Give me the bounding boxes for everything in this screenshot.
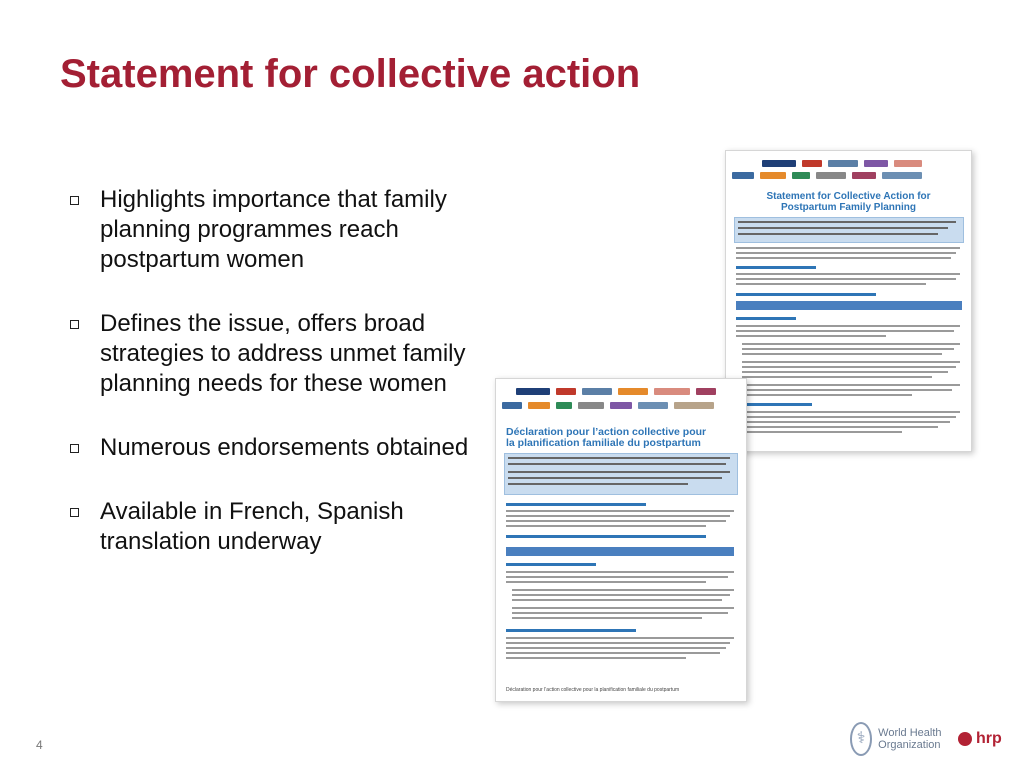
text-line	[506, 637, 734, 639]
page-number: 4	[36, 738, 43, 752]
text-line	[506, 581, 706, 583]
partner-logo-icon	[556, 388, 576, 395]
who-logo-text: World Health Organization	[878, 727, 942, 751]
partner-logo-icon	[696, 388, 716, 395]
text-line	[736, 335, 886, 337]
partner-logo-icon	[852, 172, 876, 179]
text-line	[742, 384, 960, 386]
partner-logos-strip	[502, 384, 740, 410]
who-logo-icon	[582, 388, 612, 395]
section-heading	[736, 293, 876, 296]
partner-logo-icon	[732, 172, 754, 179]
section-heading	[506, 503, 646, 506]
continuum-arrow	[506, 547, 734, 556]
partner-logo-icon	[654, 388, 690, 395]
section-heading	[506, 629, 636, 632]
text-line	[508, 463, 726, 465]
bullet-item	[68, 185, 498, 275]
section-heading	[742, 403, 812, 406]
text-line	[738, 233, 938, 235]
summary-box	[504, 453, 738, 495]
text-line	[742, 426, 938, 428]
english-statement-title: Statement for Collective Action for Postpartum Family Planning	[766, 191, 931, 213]
partner-logo-icon	[864, 160, 888, 167]
text-line	[742, 416, 956, 418]
text-line	[506, 647, 726, 649]
text-line	[742, 421, 950, 423]
square-bullet-icon	[70, 196, 79, 205]
text-line	[508, 457, 730, 459]
partner-logo-icon	[638, 402, 668, 409]
partner-logo-icon	[802, 160, 822, 167]
text-line	[738, 227, 948, 229]
bullet-text: Numerous endorsements obtained	[100, 434, 469, 461]
partner-logo-icon	[792, 172, 810, 179]
text-line	[736, 278, 956, 280]
partner-logo-icon	[502, 402, 522, 409]
hrp-mark-icon	[958, 732, 972, 746]
text-line	[506, 520, 726, 522]
text-line	[508, 471, 730, 473]
text-line	[512, 589, 734, 591]
usaid-logo-icon	[762, 160, 796, 167]
partner-logo-icon	[882, 172, 922, 179]
partner-logo-icon	[760, 172, 786, 179]
text-line	[512, 599, 722, 601]
who-logo	[850, 722, 956, 756]
partner-logo-icon	[618, 388, 648, 395]
text-line	[506, 515, 730, 517]
text-line	[506, 571, 734, 573]
usaid-logo-icon	[516, 388, 550, 395]
square-bullet-icon	[70, 320, 79, 329]
partner-logo-icon	[556, 402, 572, 409]
continuum-arrow	[736, 301, 962, 310]
square-bullet-icon	[70, 444, 79, 453]
bullet-item	[68, 497, 498, 557]
section-heading	[736, 266, 816, 269]
section-heading	[506, 535, 706, 538]
text-line	[736, 257, 951, 259]
section-heading	[506, 563, 596, 566]
bullet-text: Defines the issue, offers broad strategies to address unmet family planning needs for these women	[100, 310, 466, 397]
text-line	[508, 477, 722, 479]
french-statement-thumbnail	[495, 378, 747, 702]
partner-logo-icon	[610, 402, 632, 409]
text-line	[506, 642, 730, 644]
text-line	[742, 394, 912, 396]
slide-title: Statement for collective action	[60, 52, 641, 96]
text-line	[742, 376, 932, 378]
text-line	[736, 283, 926, 285]
bullet-item	[68, 433, 498, 463]
text-line	[738, 221, 956, 223]
text-line	[736, 330, 954, 332]
text-line	[742, 371, 948, 373]
partner-logo-icon	[578, 402, 604, 409]
text-line	[506, 576, 728, 578]
text-line	[742, 343, 960, 345]
text-line	[742, 411, 960, 413]
text-line	[508, 483, 688, 485]
text-line	[512, 607, 734, 609]
text-line	[736, 325, 960, 327]
partner-logo-icon	[528, 402, 550, 409]
document-footer: Déclaration pour l’action collective pour la planification familiale du postpartum	[506, 687, 680, 693]
text-line	[742, 389, 952, 391]
text-line	[742, 431, 902, 433]
text-line	[512, 612, 728, 614]
text-line	[742, 348, 954, 350]
text-line	[506, 525, 706, 527]
bullet-item	[68, 309, 498, 399]
partner-logo-icon	[816, 172, 846, 179]
bullet-list	[68, 185, 498, 591]
partner-logo-icon	[894, 160, 922, 167]
text-line	[506, 657, 686, 659]
text-line	[512, 617, 702, 619]
english-statement-thumbnail	[725, 150, 972, 452]
hrp-logo	[958, 726, 1014, 752]
french-statement-title: Déclaration pour l’action collective pour la planification familiale du postpartum	[506, 426, 707, 449]
text-line	[512, 594, 730, 596]
who-logo-icon	[828, 160, 858, 167]
square-bullet-icon	[70, 508, 79, 517]
hrp-logo-text: hrp	[976, 730, 1002, 747]
text-line	[742, 366, 956, 368]
partner-logo-icon	[674, 402, 714, 409]
section-heading	[736, 317, 796, 320]
text-line	[736, 252, 956, 254]
text-line	[506, 510, 734, 512]
text-line	[742, 361, 960, 363]
text-line	[736, 273, 960, 275]
text-line	[742, 353, 942, 355]
bullet-text: Highlights importance that family planning programmes reach postpartum women	[100, 186, 447, 273]
partner-logos-strip	[732, 156, 965, 182]
text-line	[736, 247, 960, 249]
bullet-text: Available in French, Spanish translation underway	[100, 498, 404, 555]
text-line	[506, 652, 720, 654]
who-emblem-icon: ⚕	[850, 722, 872, 756]
